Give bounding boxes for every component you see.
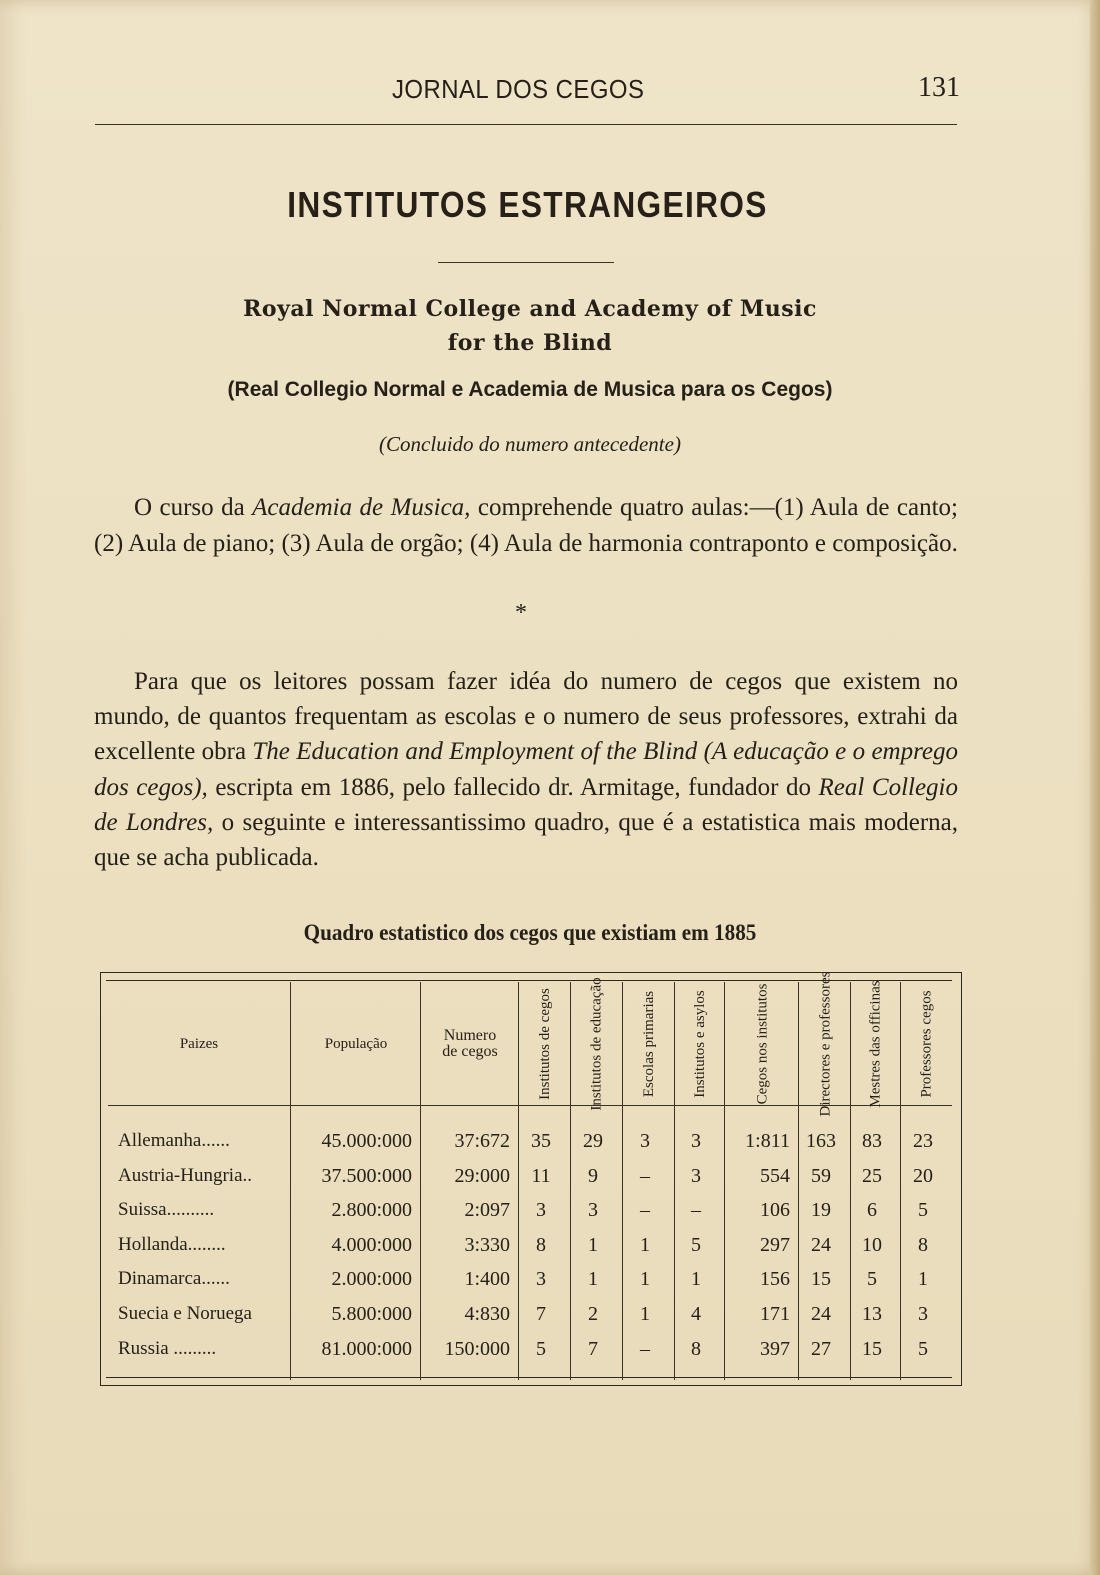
table-value-cell: –: [640, 1337, 650, 1360]
english-title-line1: Royal Normal College and Academy of Music: [243, 296, 817, 322]
table-value-cell: 7: [536, 1303, 546, 1325]
continued-note: (Concluido do numero antecedente): [379, 432, 681, 456]
table-value-cell: 163: [806, 1130, 836, 1152]
table-value-cell: 3: [536, 1199, 546, 1222]
header-rule: [95, 124, 957, 125]
para1-rest: comprehende quatro aulas:—(1) Aula de canto; (2) Aula de piano; (3) Aula de orgão; (4) Aula de harmonia contraponto e composição.: [94, 494, 958, 557]
table-value-cell: 3:330: [464, 1233, 510, 1256]
table-value-cell: 83: [862, 1130, 882, 1152]
para2-c: escripta em 1886, pelo fallecido dr. Armitage, fundador do: [207, 773, 819, 801]
table-value-cell: 1: [640, 1303, 650, 1325]
table-value-cell: 5: [536, 1337, 546, 1360]
table-value-cell: 3: [918, 1303, 928, 1325]
table-value-cell: 15: [811, 1268, 831, 1291]
table-value-cell: 3: [640, 1130, 650, 1152]
table-value-cell: 24: [811, 1303, 831, 1325]
table-value-cell: 45.000:000: [321, 1130, 412, 1152]
table-column-rule: [290, 982, 291, 1380]
table-column-rule: [724, 982, 725, 1380]
table-value-cell: 5: [918, 1199, 928, 1222]
running-header: JORNAL DOS CEGOS: [392, 74, 645, 104]
table-value-cell: 5.800:000: [331, 1303, 412, 1325]
table-value-cell: 20: [913, 1164, 933, 1187]
table-header-cell: [108, 990, 290, 1098]
table-header-cell: [520, 990, 570, 1098]
table-header-cell: [292, 990, 420, 1098]
table-column-rule: [798, 982, 799, 1380]
table-header-label: Institutos e asylos: [692, 990, 708, 1098]
table-value-cell: –: [640, 1164, 650, 1187]
table-value-cell: 10: [862, 1233, 882, 1256]
table-value-cell: –: [640, 1199, 650, 1222]
table-value-cell: 29: [583, 1130, 603, 1152]
table-column-rule: [850, 982, 851, 1380]
table-value-cell: 4: [691, 1303, 701, 1325]
english-title: [140, 292, 920, 360]
table-header-cell: [902, 990, 952, 1098]
table-value-cell: 19: [811, 1199, 831, 1222]
table-value-cell: 23: [913, 1130, 933, 1152]
table-country-cell: Russia .........: [118, 1337, 217, 1359]
table-value-cell: 554: [760, 1164, 790, 1187]
table-value-cell: 6: [867, 1199, 877, 1222]
table-header-cell: [624, 990, 674, 1098]
table-value-cell: 8: [918, 1233, 928, 1256]
table-header-label: Paizes: [179, 1036, 219, 1052]
table-value-cell: 8: [536, 1233, 546, 1256]
table-value-cell: 3: [691, 1164, 701, 1187]
table-header-label: Directores e professores: [817, 971, 834, 1117]
table-header-label: Escolas primarias: [641, 990, 657, 1098]
english-title-line2: for the Blind: [447, 330, 613, 356]
table-value-cell: 24: [811, 1233, 831, 1256]
table-value-cell: 397: [760, 1337, 790, 1360]
table-value-cell: 35: [531, 1130, 551, 1152]
table-value-cell: 27: [811, 1337, 831, 1360]
table-column-rule: [570, 982, 571, 1380]
table-header-label: Mestres das officinas: [868, 980, 885, 1108]
table-value-cell: 37:672: [454, 1130, 510, 1152]
table-header-cell: [572, 977, 622, 1111]
table-value-cell: 29:000: [454, 1164, 510, 1187]
table-header-label: Institutos de cegos: [537, 988, 553, 1100]
table-column-rule: [622, 982, 623, 1380]
paragraph-music-course: [94, 490, 958, 562]
table-header-label: Numero de cegos: [442, 1027, 498, 1060]
table-header-label: Cegos nos institutos: [754, 983, 771, 1105]
section-title: INSTITUTOS ESTRANGEIROS: [287, 184, 768, 225]
table-header-label: População: [324, 1036, 388, 1052]
portuguese-title: (Real Collegio Normal e Academia de Musica para os Cegos): [227, 378, 833, 401]
table-header-cell: [726, 983, 798, 1105]
table-country-cell: Suecia e Noruega: [118, 1303, 252, 1324]
table-value-cell: 1: [640, 1233, 650, 1256]
table-value-cell: 297: [760, 1233, 790, 1256]
para2-a: Para que os leitores possam fazer idéa do numero de cegos que existem no mundo, de quantos frequentam as escolas e o numero de seus professores, extrahi da excellente obra: [94, 668, 958, 766]
para2-e: o seguinte e interessantissimo quadro, que é a estatistica mais moderna, que se acha publicada.: [94, 808, 958, 872]
table-value-cell: 81.000:000: [321, 1337, 412, 1360]
table-country-cell: Allemanha......: [118, 1130, 230, 1151]
table-header-label: Institutos de educação: [589, 977, 606, 1111]
table-header-cell: [852, 980, 900, 1108]
table-value-cell: 8: [691, 1337, 701, 1360]
table-value-cell: 25: [862, 1164, 882, 1187]
table-country-cell: Austria-Hungria..: [118, 1164, 253, 1186]
table-value-cell: 7: [588, 1337, 598, 1360]
table-value-cell: –: [691, 1199, 701, 1222]
para2-book-title: The Education and Employment of the Blind (A educação e o emprego dos cegos),: [94, 738, 958, 801]
table-value-cell: 1: [691, 1268, 701, 1291]
para1-text: O curso da: [134, 494, 253, 521]
table-value-cell: 1:811: [745, 1130, 790, 1152]
table-value-cell: 15: [862, 1337, 882, 1360]
title-divider: [438, 262, 614, 263]
table-value-cell: 171: [760, 1303, 790, 1325]
para1-emphasis: Academia de Musica,: [252, 494, 471, 521]
table-caption: Quadro estatistico dos cegos que existiam em 1885: [303, 920, 757, 945]
table-country-cell: Suissa..........: [118, 1199, 215, 1221]
table-value-cell: 9: [588, 1164, 598, 1187]
table-value-cell: 2.000:000: [331, 1268, 412, 1291]
table-value-cell: 1: [588, 1268, 598, 1291]
table-country-cell: Dinamarca......: [118, 1268, 230, 1290]
table-column-rule: [518, 982, 519, 1380]
table-value-cell: 1: [640, 1268, 650, 1291]
table-value-cell: 156: [760, 1268, 790, 1291]
table-value-cell: 1: [918, 1268, 928, 1291]
table-value-cell: 2: [588, 1303, 598, 1325]
table-value-cell: 5: [867, 1268, 877, 1291]
table-value-cell: 2.800:000: [331, 1199, 412, 1222]
table-value-cell: 3: [536, 1268, 546, 1291]
table-value-cell: 3: [588, 1199, 598, 1222]
table-value-cell: 1:400: [464, 1268, 510, 1291]
table-value-cell: 3: [691, 1130, 701, 1152]
table-value-cell: 59: [811, 1164, 831, 1187]
table-value-cell: 5: [918, 1337, 928, 1360]
table-header-label: Professores cegos: [919, 990, 935, 1098]
table-header-cell: [676, 990, 724, 1098]
table-header-cell: [800, 971, 850, 1117]
table-country-cell: Hollanda........: [118, 1233, 226, 1255]
table-value-cell: 13: [862, 1303, 882, 1325]
table-value-cell: 37.500:000: [321, 1164, 412, 1187]
page-number: 131: [918, 72, 960, 103]
table-value-cell: 5: [691, 1233, 701, 1256]
paragraph-statistics-intro: [94, 664, 958, 875]
section-asterisk: *: [515, 600, 527, 626]
table-value-cell: 2:097: [464, 1199, 510, 1222]
page-edge: [1090, 0, 1100, 1575]
table-value-cell: 1: [588, 1233, 598, 1256]
table-value-cell: 4:830: [464, 1303, 510, 1325]
table-value-cell: 4.000:000: [331, 1233, 412, 1256]
table-column-rule: [674, 982, 675, 1380]
table-value-cell: 150:000: [444, 1337, 510, 1360]
table-header-cell: [422, 990, 518, 1098]
table-value-cell: 11: [531, 1164, 551, 1187]
table-column-rule: [900, 982, 901, 1380]
table-value-cell: 106: [760, 1199, 790, 1222]
table-column-rule: [420, 982, 421, 1380]
para2-college: Real Collegio de Londres,: [94, 773, 959, 836]
